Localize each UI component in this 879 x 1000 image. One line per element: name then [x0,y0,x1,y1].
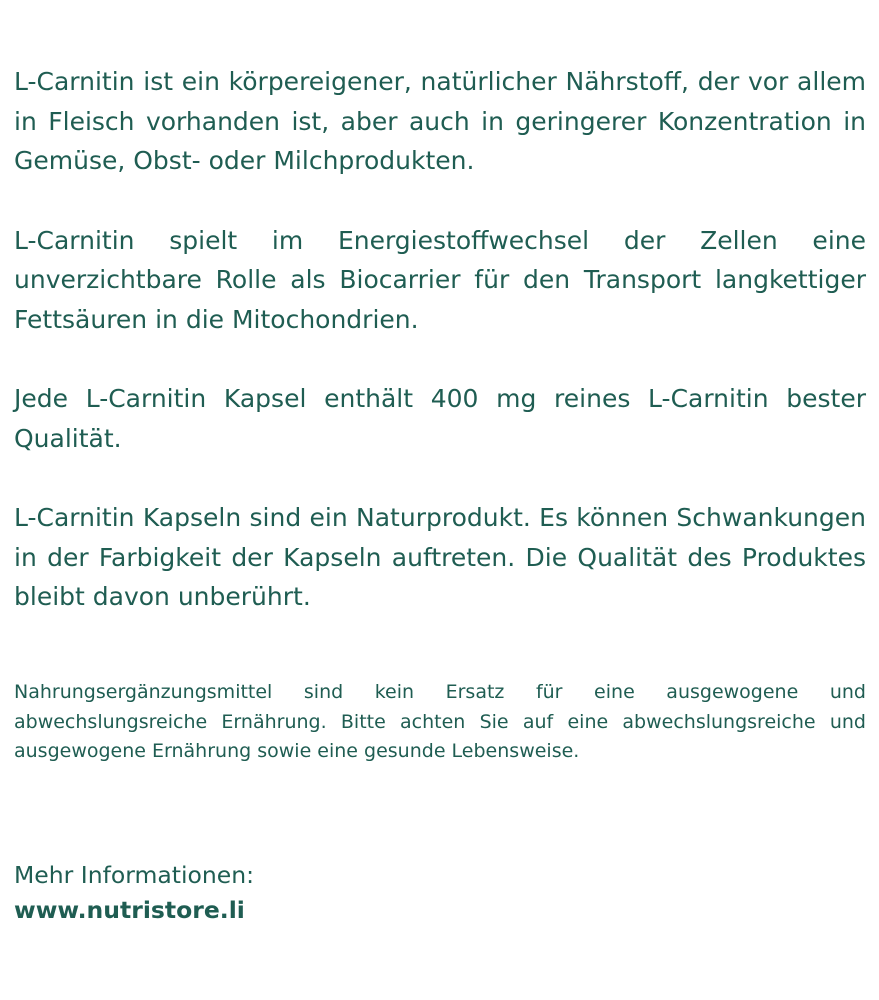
more-info-label: Mehr Informationen: [14,861,255,889]
paragraph-dosage: Jede L-Carnitin Kapsel enthält 400 mg reines L-Carnitin bester Qualität. [14,384,866,453]
paragraph-natural-product: L-Carnitin Kapseln sind ein Naturprodukt. Es können Schwankungen in der Farbigkeit der Kapseln auftreten. Die Qualität des Produktes bleibt davon unberührt. [14,503,866,611]
disclaimer-text: Nahrungsergänzungsmittel sind kein Ersatz für eine ausgewogene und abwechslungsreiche Ernährung. Bitte achten Sie auf eine abwechslungsreiche und ausgewogene Ernährung sowie eine gesunde Lebensweise. [14,681,866,762]
paragraph-origin: L-Carnitin ist ein körpereigener, natürlicher Nährstoff, der vor allem in Fleisch vorhanden ist, aber auch in geringerer Konzentration in Gemüse, Obst- oder Milchprodukten. [14,67,866,175]
product-description [14,62,866,617]
website-link[interactable]: www.nutristore.li [14,896,245,924]
paragraph-function: L-Carnitin spielt im Energiestoffwechsel der Zellen eine unverzichtbare Rolle als Biocarrier für den Transport langkettiger Fettsäuren in die Mitochondrien. [14,225,866,334]
